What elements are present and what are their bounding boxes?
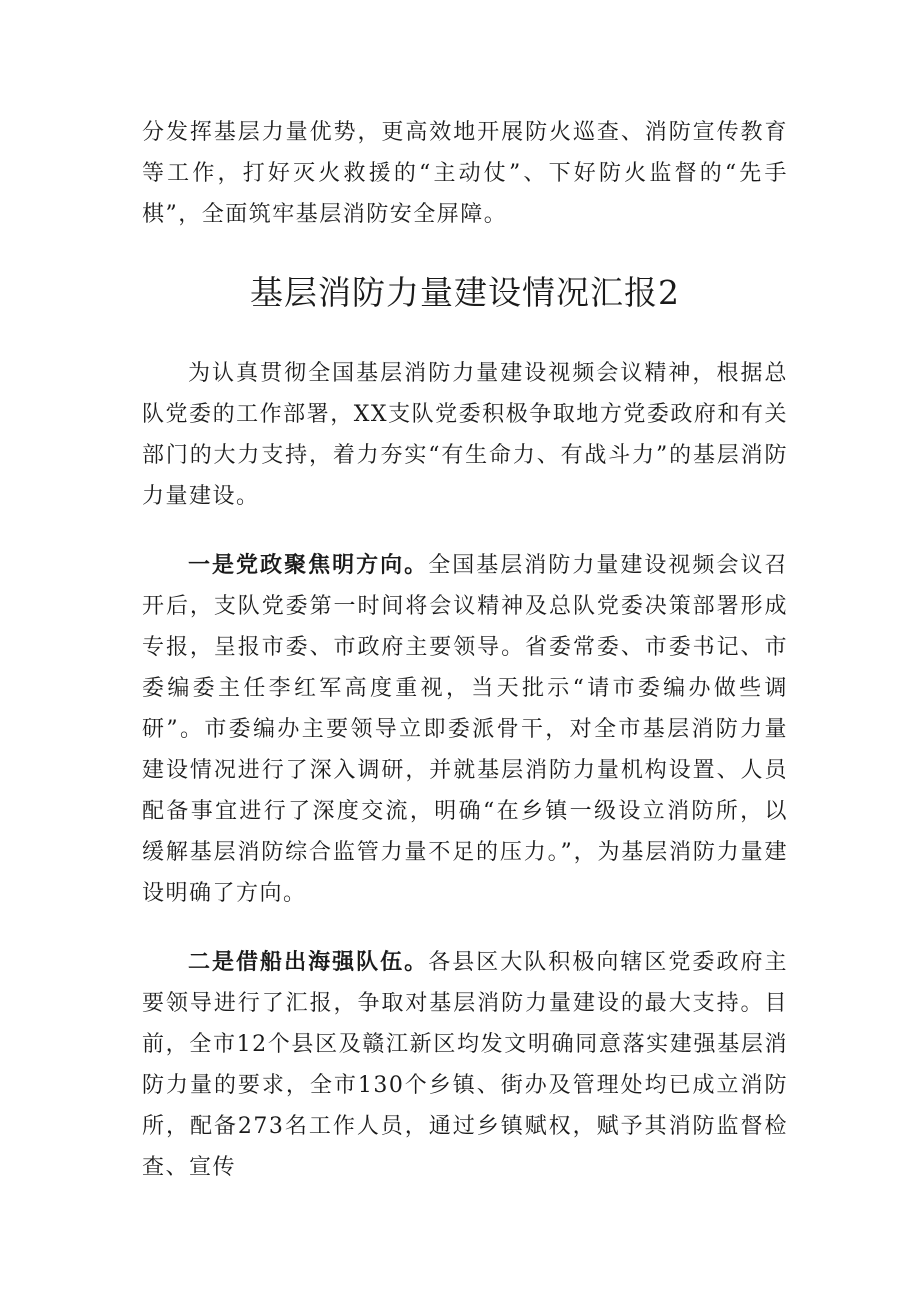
section-1-lead: 一是党政聚焦明方向。 — [188, 552, 429, 578]
intro-paragraph: 分发挥基层力量优势，更高效地开展防火巡查、消防宣传教育等工作，打好灭火救援的“主动仗”、下好防火监督的“先手棋”，全面筑牢基层消防安全屏障。 — [142, 120, 788, 227]
document-body — [142, 112, 788, 1188]
opening-paragraph: 为认真贯彻全国基层消防力量建设视频会议精神，根据总队党委的工作部署，XX支队党委积极争取地方党委政府和有关部门的大力支持，着力夯实“有生命力、有战斗力”的基层消防力量建设。 — [142, 361, 788, 509]
section-1-body: 全国基层消防力量建设视频会议召开后，支队党委第一时间将会议精神及总队党委决策部署形成专报，呈报市委、市政府主要领导。省委常委、市委书记、市委编委主任李红军高度重视，当天批示“请市委编办做些调研”。市委编办主要领导立即委派骨干，对全市基层消防力量建设情况进行了深入调研，并就基层消防力量机构设置、人员配备事宜进行了深度交流，明确“在乡镇一级设立消防所，以缓解基层消防综合监管力量不足的压力。”，为基层消防力量建设明确了方向。 — [142, 553, 788, 906]
section-2-paragraph — [142, 942, 788, 1188]
document-title: 基层消防力量建设情况汇报2 — [250, 273, 680, 312]
section-2-body: 各县区大队积极向辖区党委政府主要领导进行了汇报，争取对基层消防力量建设的最大支持。目前，全市12个县区及赣江新区均发文明确同意落实建强基层消防力量的要求，全市130个乡镇、街办及管理处均已成立消防所，配备273名工作人员，通过乡镇赋权，赋予其消防监督检查、宣传 — [142, 950, 788, 1180]
section-1-paragraph — [142, 545, 788, 914]
section-2-lead: 二是借船出海强队伍。 — [188, 949, 429, 975]
